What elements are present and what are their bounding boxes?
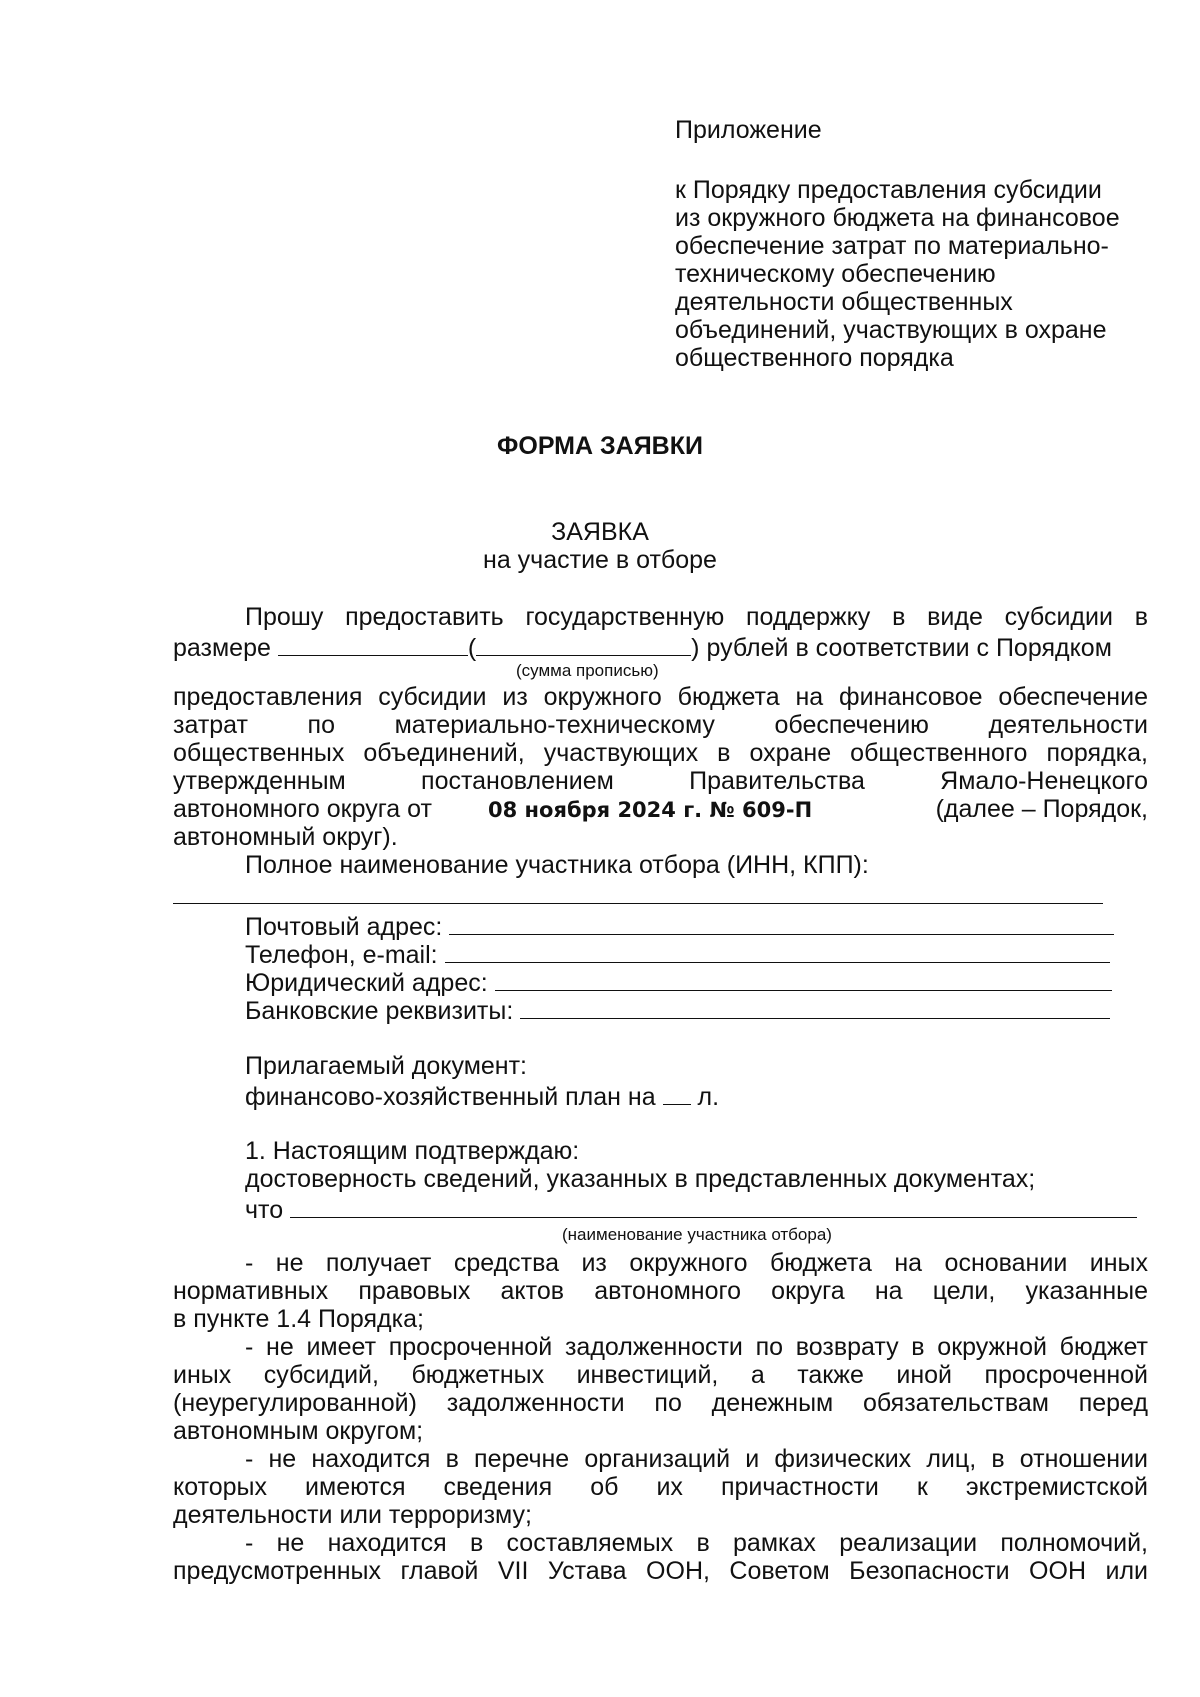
request-line: предоставления субсидии из окружного бюджета на финансовое обеспечение <box>173 683 1148 711</box>
attachment-doc-suffix: л. <box>697 1083 720 1111</box>
attachment-doc <box>245 1080 719 1111</box>
amount-prefix: размере <box>173 634 271 662</box>
decree-date: 08 ноября 2024 г. № 609-П <box>488 798 813 822</box>
attachment-label: Прилагаемый документ: <box>245 1052 527 1080</box>
appendix-line: объединений, участвующих в охране <box>675 316 1107 344</box>
postal-row <box>245 910 1114 941</box>
confirm-item-line: - не находится в составляемых в рамках реализации полномочий, <box>245 1529 1148 1557</box>
phone-row <box>245 938 1110 969</box>
legal-row <box>245 966 1112 997</box>
confirm-item-line: автономным округом; <box>173 1417 424 1445</box>
appendix-line: общественного порядка <box>675 344 954 372</box>
confirm-item-line: - не получает средства из окружного бюджета на основании иных <box>245 1249 1148 1277</box>
attachment-doc-prefix: финансово-хозяйственный план на <box>245 1083 656 1111</box>
confirm-item-line: которых имеются сведения об их причастности к экстремистской <box>173 1473 1148 1501</box>
years-field[interactable] <box>663 1080 691 1105</box>
decree-line <box>173 795 1148 823</box>
application-title: ЗАЯВКА <box>551 518 649 546</box>
confirm-item-line: (неурегулированной) задолженности по денежным обязательствам перед <box>173 1389 1148 1417</box>
participant-name-field[interactable] <box>173 903 1103 904</box>
participant-label: Полное наименование участника отбора (ИНН, КПП): <box>245 851 869 879</box>
amount-suffix: рублей в соответствии с Порядком <box>706 634 1112 662</box>
confirm-item-line: предусмотренных главой VII Устава ООН, Советом Безопасности ООН или <box>173 1557 1148 1585</box>
confirm-line: достоверность сведений, указанных в представленных документах; <box>245 1165 1036 1193</box>
request-line: автономный округ). <box>173 823 398 851</box>
appendix-line: деятельности общественных <box>675 288 1013 316</box>
amount-open-paren: ( <box>467 634 477 662</box>
confirm-item-line: нормативных правовых актов автономного округа на цели, указанные <box>173 1277 1148 1305</box>
confirm-that: что <box>245 1196 284 1224</box>
amount-caption: (сумма прописью) <box>516 661 659 680</box>
confirm-item-line: - не находится в перечне организаций и физических лиц, в отношении <box>245 1445 1148 1473</box>
appendix-line: из окружного бюджета на финансовое <box>675 204 1120 232</box>
decree-prefix: автономного округа от <box>173 795 432 823</box>
decree-suffix: (далее – Порядок, <box>935 795 1148 823</box>
phone-label: Телефон, e-mail: <box>245 941 438 969</box>
appendix-line: к Порядку предоставления субсидии <box>675 176 1102 204</box>
bank-label: Банковские реквизиты: <box>245 997 514 1025</box>
confirm-that-row <box>245 1193 1137 1224</box>
amount-number-blank[interactable] <box>278 631 468 656</box>
confirm-item-line: - не имеет просроченной задолженности по возврату в окружной бюджет <box>245 1333 1148 1361</box>
request-line: утвержденным постановлением Правительства Ямало-Ненецкого <box>173 767 1148 795</box>
amount-close-paren: ) <box>691 634 700 662</box>
request-line: общественных объединений, участвующих в охране общественного порядка, <box>173 739 1148 767</box>
request-line: Прошу предоставить государственную поддержку в виде субсидии в <box>245 603 1148 631</box>
bank-row <box>245 994 1110 1025</box>
appendix-line: обеспечение затрат по материально- <box>675 232 1109 260</box>
participant-caption: (наименование участника отбора) <box>562 1225 832 1244</box>
postal-field[interactable] <box>449 910 1114 935</box>
appendix-line: техническому обеспечению <box>675 260 996 288</box>
legal-field[interactable] <box>495 966 1112 991</box>
participant-name-blank[interactable] <box>290 1193 1137 1218</box>
legal-label: Юридический адрес: <box>245 969 488 997</box>
confirm-item-line: деятельности или терроризму; <box>173 1501 532 1529</box>
bank-field[interactable] <box>520 994 1110 1019</box>
amount-words-blank[interactable] <box>476 631 691 656</box>
application-subtitle: на участие в отборе <box>483 546 717 574</box>
form-title: ФОРМА ЗАЯВКИ <box>497 432 703 460</box>
request-line: затрат по материально-техническому обеспечению деятельности <box>173 711 1148 739</box>
phone-field[interactable] <box>445 938 1110 963</box>
confirm-item-line: иных субсидий, бюджетных инвестиций, а также иной просроченной <box>173 1361 1148 1389</box>
confirm-heading: 1. Настоящим подтверждаю: <box>245 1137 580 1165</box>
amount-line <box>173 631 1148 662</box>
appendix-title: Приложение <box>675 116 822 144</box>
confirm-item-line: в пункте 1.4 Порядка; <box>173 1305 424 1333</box>
postal-label: Почтовый адрес: <box>245 913 443 941</box>
